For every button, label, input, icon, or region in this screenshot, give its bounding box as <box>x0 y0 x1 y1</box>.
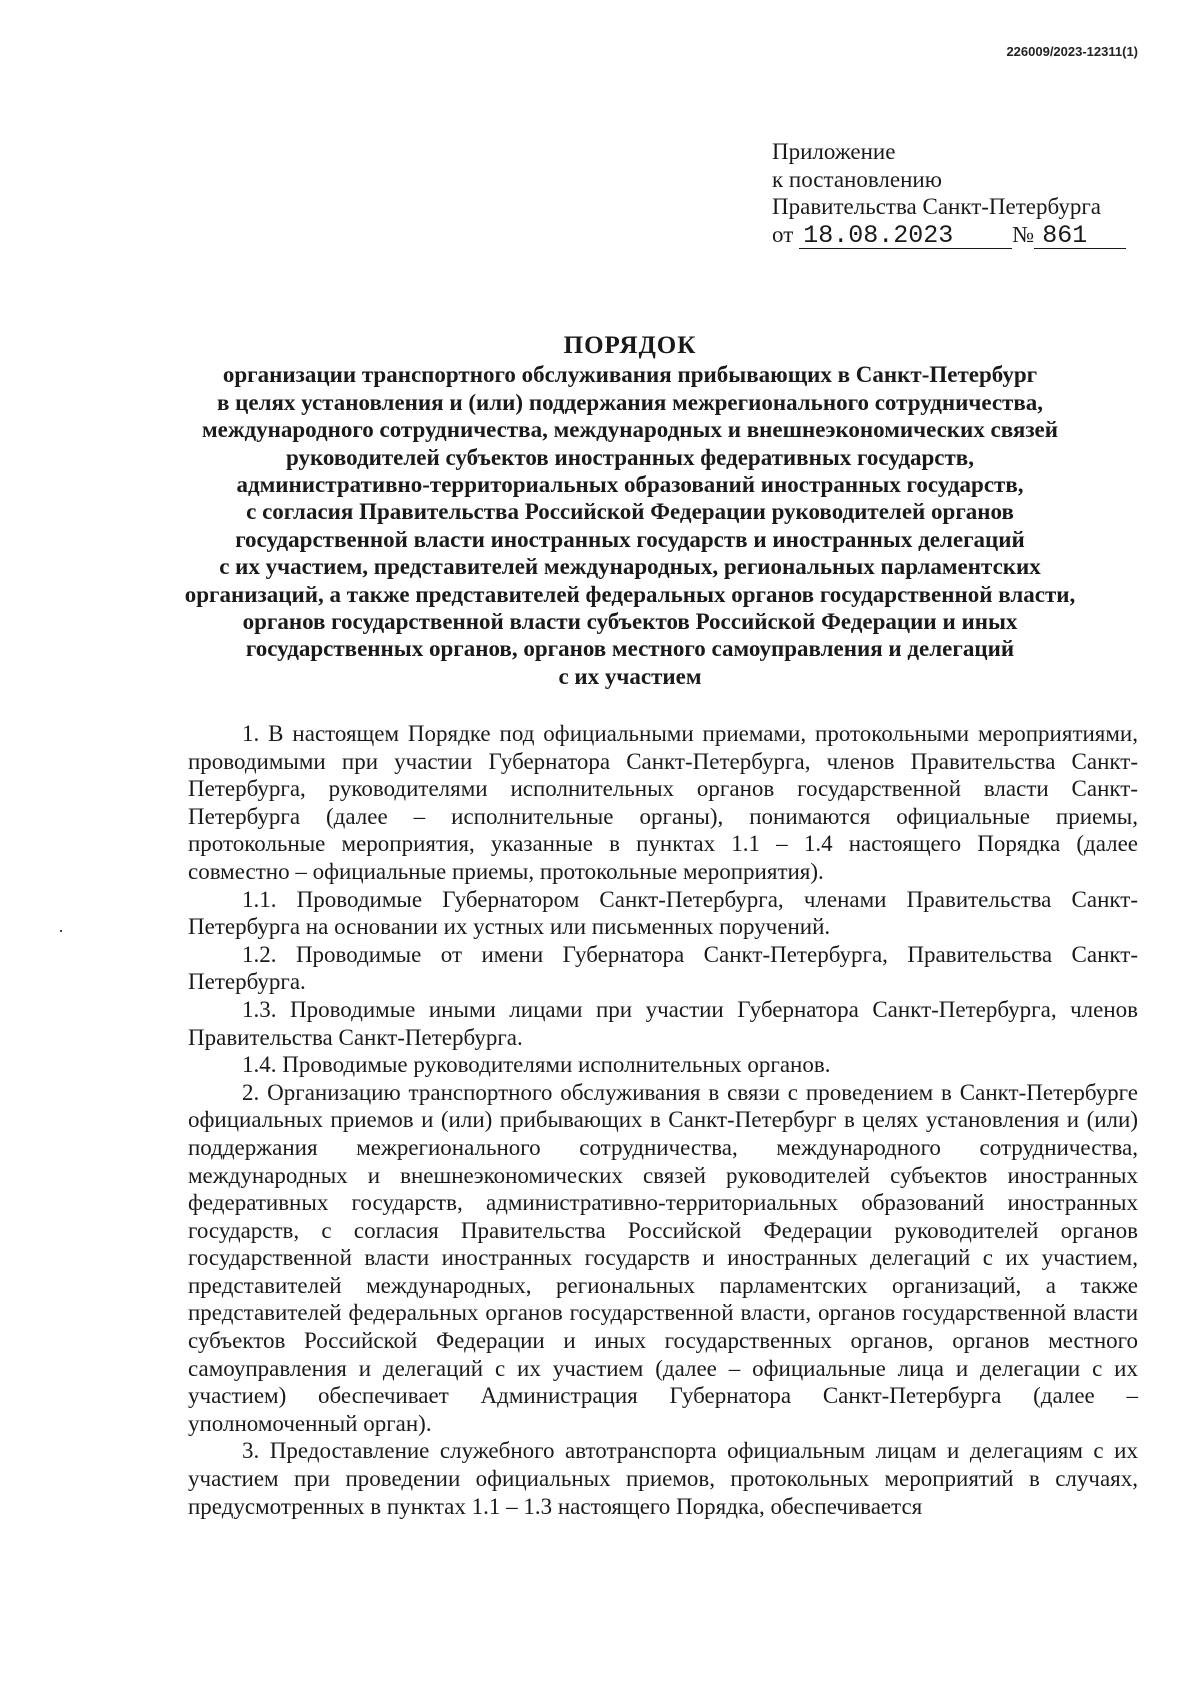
paragraph-1: 1. В настоящем Порядке под официальными приемами, протокольными мероприятиями, проводимыми при участии Губернатора Санкт-Петербурга, членов Правительства Санкт-Петербурга, руководителями исполнительных органов государственной власти Санкт-Петербурга (далее – исполнительные органы), понимаются официальные приемы, протокольные мероприятия, указанные в пунктах 1.1 – 1.4 настоящего Порядка (далее совместно – официальные приемы, протокольные мероприятия). <box>188 721 1138 884</box>
title-line: с их участием, представителей международных, региональных парламентских <box>219 554 1041 580</box>
document-body <box>188 720 1138 1520</box>
resolution-date: 18.08.2023 <box>799 224 1012 249</box>
paragraph-1-3: 1.3. Проводимые иными лицами при участии Губернатора Санкт-Петербурга, членов Правительства Санкт-Петербурга. <box>188 996 1138 1050</box>
title-line: административно-территориальных образований иностранных государств, <box>236 472 1024 498</box>
title-line: организации транспортного обслуживания прибывающих в Санкт-Петербург <box>222 362 1038 388</box>
document-title <box>150 332 1110 690</box>
paragraph-1-1: 1.1. Проводимые Губернатором Санкт-Петербурга, членами Правительства Санкт-Петербурга на основании их устных или письменных поручений. <box>188 886 1138 940</box>
title-line: органов государственной власти субъектов Российской Федерации и иных <box>242 609 1018 635</box>
title-line: государственных органов, органов местного самоуправления и делегаций <box>245 636 1015 662</box>
title-line: международного сотрудничества, международных и внешнеэкономических связей <box>201 417 1059 443</box>
title-line: руководителей субъектов иностранных федеративных государств, <box>286 444 974 470</box>
scan-speck <box>60 930 62 932</box>
title-line: с согласия Правительства Российской Федерации руководителей органов <box>246 499 1014 525</box>
appendix-line-2: к постановлению <box>772 166 942 192</box>
appendix-block <box>772 138 1126 249</box>
title-line: государственной власти иностранных государств и иностранных делегаций <box>235 526 1025 552</box>
number-prefix: № <box>1012 221 1035 247</box>
paragraph-1-2: 1.2. Проводимые от имени Губернатора Санкт-Петербурга, Правительства Санкт-Петербурга. <box>188 941 1138 995</box>
resolution-number: 861 <box>1034 224 1126 249</box>
appendix-date-line <box>772 221 1126 249</box>
paragraph-2: 2. Организацию транспортного обслуживания в связи с проведением в Санкт-Петербурге официальных приемов и (или) прибывающих в Санкт-Петербург в целях установления и (или) поддержания межрегионального сотрудничества, международного сотрудничества, международных и внешнеэкономических связей руководителей субъектов иностранных федеративных государств, административно-территориальных образований иностранных государств, с согласия Правительства Российской Федерации руководителей органов государственной власти иностранных государств и иностранных делегаций с их участием, представителей международных, региональных парламентских организаций, а также представителей федеральных органов государственной власти, органов государственной власти субъектов Российской Федерации и иных государственных органов, органов местного самоуправления и делегаций с их участием (далее – официальные лица и делегации с их участием) обеспечивает Администрация Губернатора Санкт-Петербурга (далее – уполномоченный орган). <box>188 1079 1138 1436</box>
title-heading: ПОРЯДОК <box>563 332 697 359</box>
paragraph-1-4: 1.4. Проводимые руководителями исполнительных органов. <box>242 1052 831 1078</box>
title-line: в целях установления и (или) поддержания межрегионального сотрудничества, <box>216 389 1044 415</box>
appendix-line-3: Правительства Санкт-Петербурга <box>772 194 1101 219</box>
date-prefix: от <box>772 221 794 247</box>
title-line: организаций, а также представителей федеральных органов государственной власти, <box>184 581 1076 607</box>
title-line: с их участием <box>558 663 702 689</box>
appendix-line-1: Приложение <box>772 139 896 164</box>
document-id: 226009/2023-12311(1) <box>1006 44 1138 59</box>
paragraph-3: 3. Предоставление служебного автотранспорта официальным лицам и делегациям с их участием при проведении официальных приемов, протокольных мероприятий в случаях, предусмотренных в пунктах 1.1 – 1.3 настоящего Порядка, обеспечивается <box>188 1438 1138 1519</box>
